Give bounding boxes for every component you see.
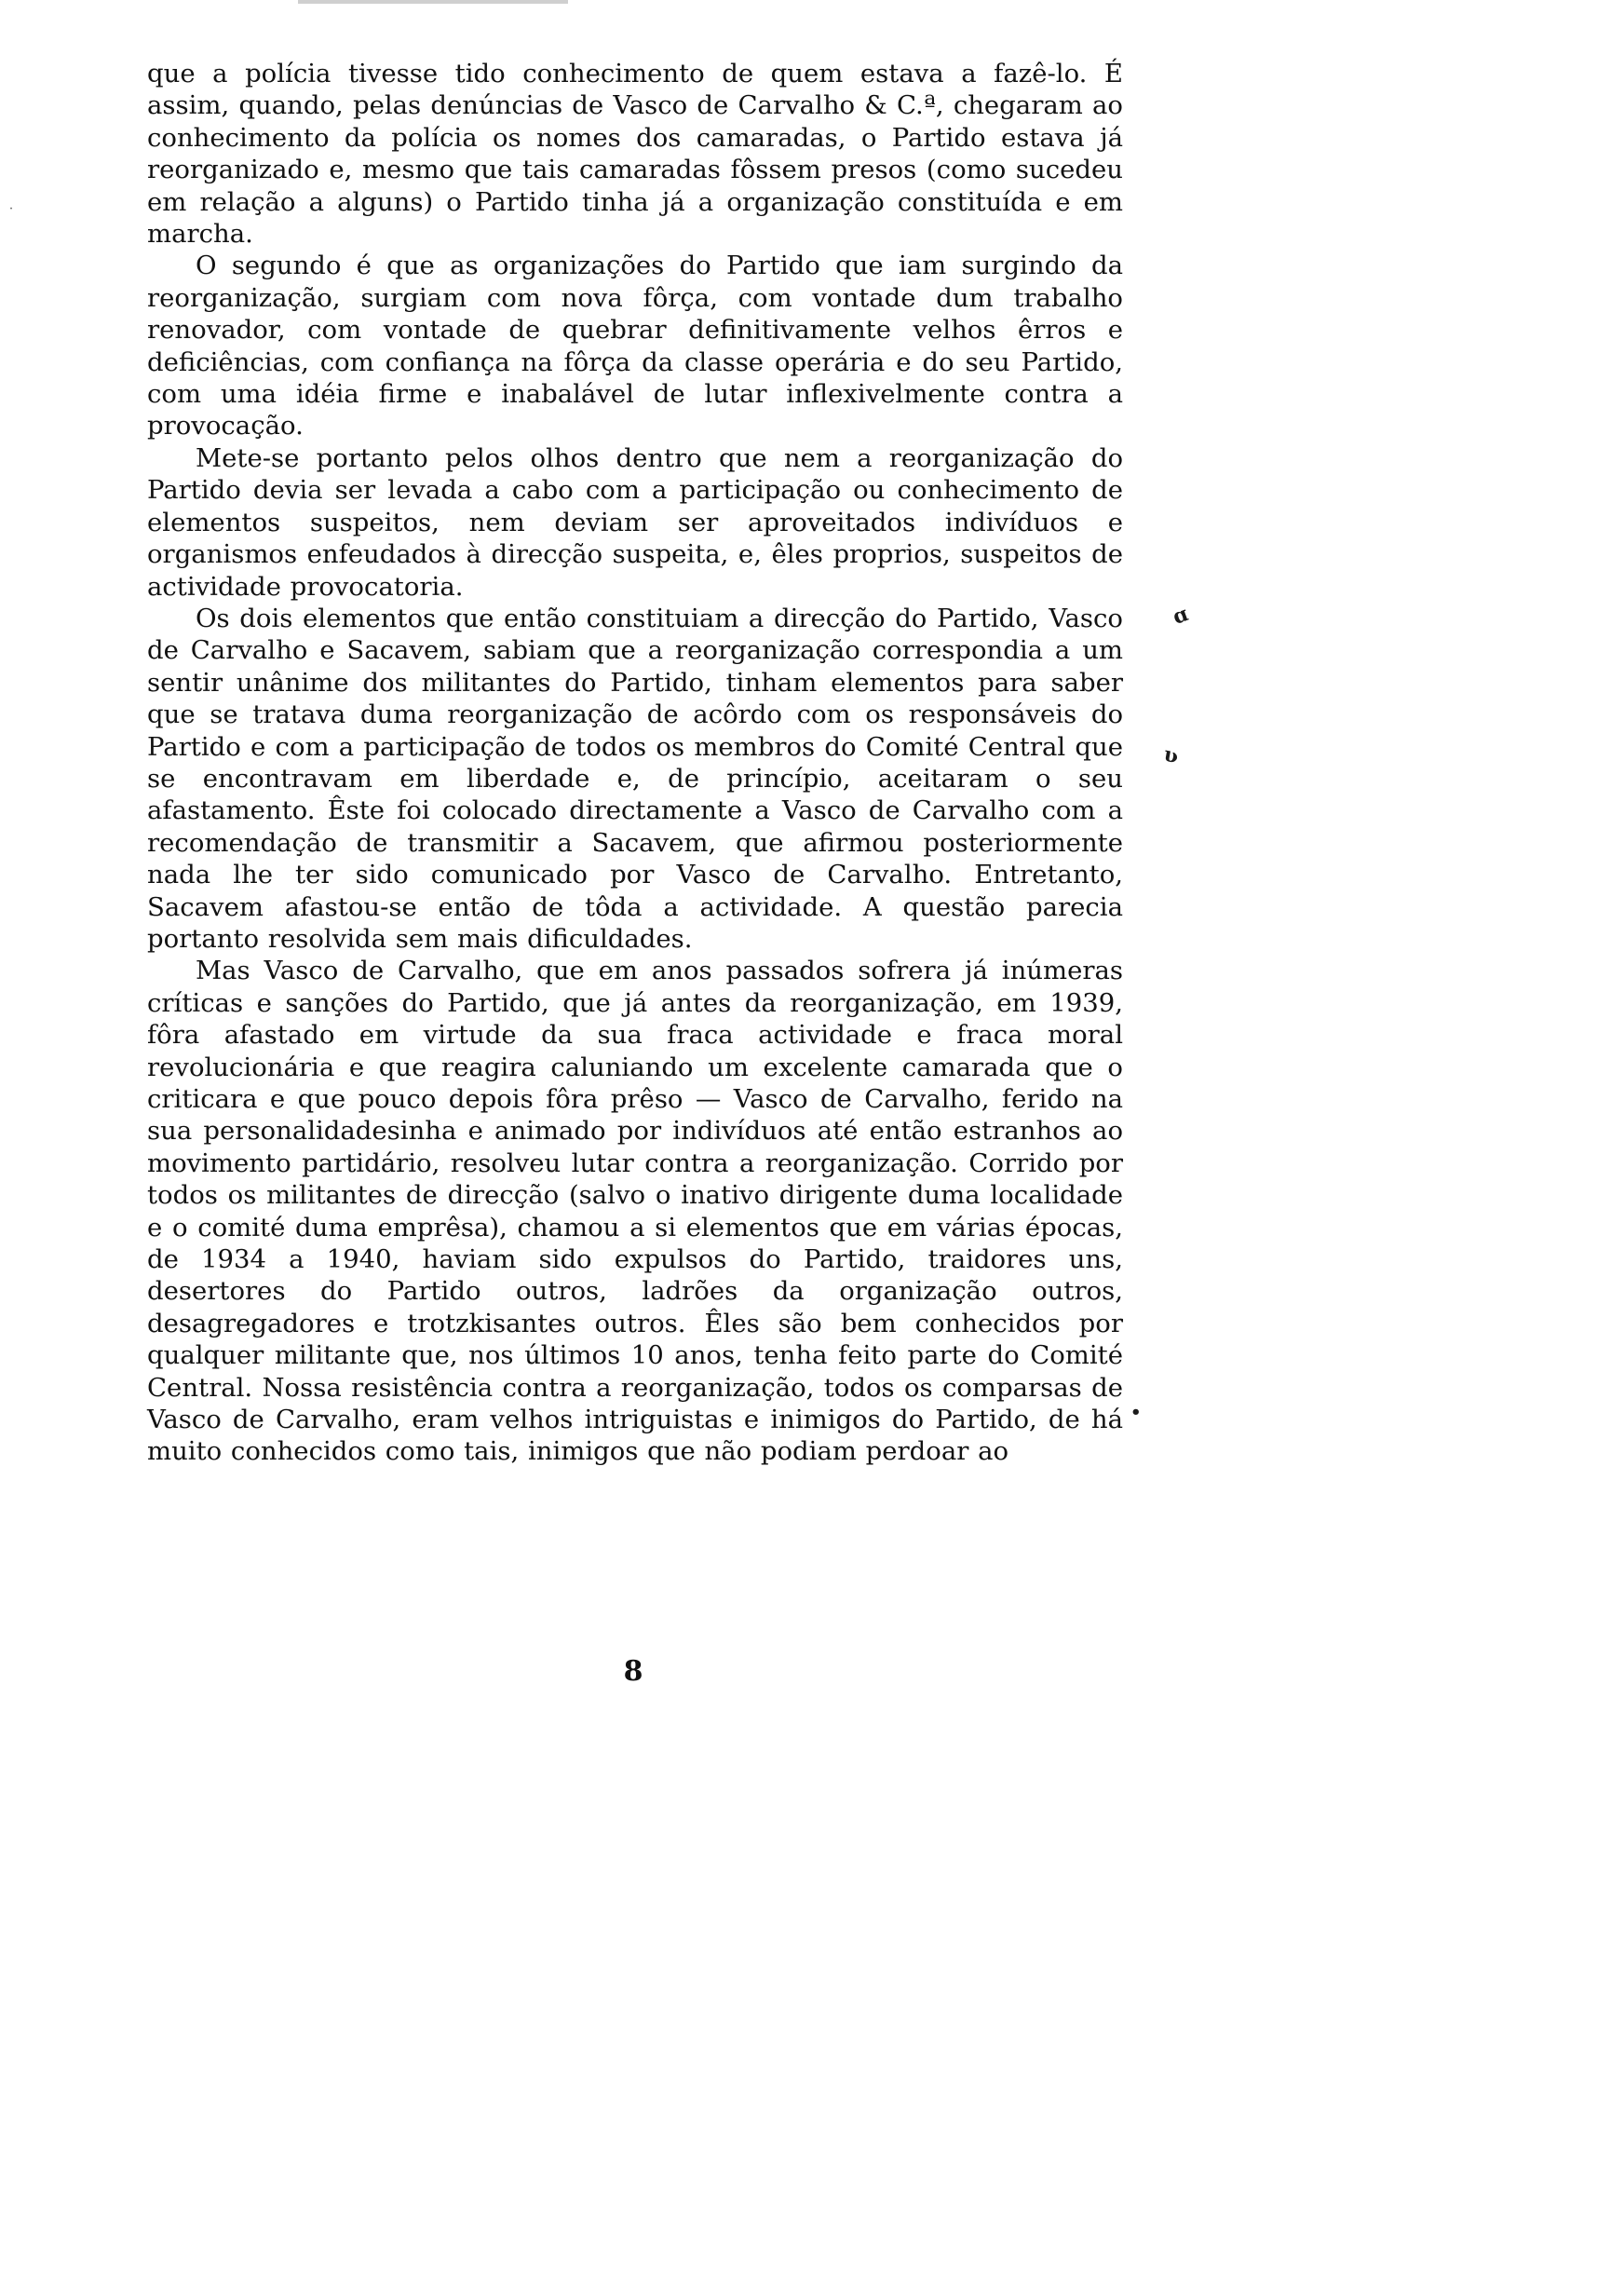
paragraph-2: O segundo é que as organizações do Partido que iam surgindo da reorganização, surgiam com nova fôrça, com vontade dum trabalho renovador, com vontade de quebrar definitivamente velhos êrros e deficiências, com confiança na fôrça da classe operária e do seu Partido, com uma idéia firme e inabalável de lutar inflexivelmente contra a provocação.: [147, 251, 1123, 441]
margin-mark: ʋ: [1161, 741, 1181, 769]
paragraph-3: Mete-se portanto pelos olhos dentro que nem a reorganização do Partido devia ser levada a cabo com a participação ou conhecimento de elementos suspeitos, nem deviam ser aproveitados indivíduos e organismos enfeudados à direcção suspeita, e, êles proprios, suspeitos de actividade provocatoria.: [147, 442, 1123, 602]
paragraph-5: Mas Vasco de Carvalho, que em anos passados sofrera já inúmeras críticas e sanções do Partido, que já antes da reorganização, em 1939, fôra afastado em virtude da sua fraca actividade e fraca moral revolucionária e que reagira caluniando um excelente camarada que o criticara e que pouco depois fôra prêso — Vasco de Carvalho, ferido na sua personalidadesinha e animado por indivíduos até então estranhos ao movimento partidário, resolveu lutar contra a reorganização. Corrido por todos os militantes de direcção (salvo o inativo dirigente duma localidade e o comité duma emprêsa), chamou a si elementos que em várias épocas, de 1934 a 1940, haviam sido expulsos do Partido, traidores uns, desertores do Partido outros, ladrões da organização outros, desagregadores e trotzkisantes outros. Êles são bem conhecidos por qualquer militante que, nos últimos 10 anos, tenha feito parte do Comité Central. Nossa resistência contra a reorganização, todos os comparsas de Vasco de Carvalho, eram velhos intriguistas e inimigos do Partido, de há muito conhecidos como tais, inimigos que não podiam perdoar ao: [147, 956, 1123, 1467]
paragraph-4: Os dois elementos que então constituiam a direcção do Partido, Vasco de Carvalho e Sacavem, sabiam que a reorganização correspondia a um sentir unânime dos militantes do Partido, tinham elementos para saber que se tratava duma reorganização de acôrdo com os responsáveis do Partido e com a participação de todos os membros do Comité Central que se encontravam em liberdade e, de princípio, aceitaram o seu afastamento. Êste foi colocado directamente a Vasco de Carvalho com a recomendação de transmitir a Sacavem, que afirmou posteriormente nada lhe ter sido comunicado por Vasco de Carvalho. Entretanto, Sacavem afastou-se então de tôda a actividade. A questão parecia portanto resolvida sem mais dificuldades.: [147, 603, 1123, 954]
body-text: [147, 58, 1123, 1468]
scan-artifact: [298, 0, 568, 4]
paragraph-1: que a polícia tivesse tido conhecimento de quem estava a fazê-lo. É assim, quando, pelas denúncias de Vasco de Carvalho & C.ª, chegaram ao conhecimento da polícia os nomes dos camaradas, o Partido estava já reorganizado e, mesmo que tais camaradas fôssem presos (como sucedeu em relação a alguns) o Partido tinha já a organização constituída e em marcha.: [147, 59, 1123, 250]
page-number: 8: [623, 1655, 643, 1688]
margin-mark: ˙: [7, 205, 15, 223]
margin-mark: •: [1130, 1403, 1142, 1422]
margin-mark: ɑ: [1170, 602, 1192, 630]
